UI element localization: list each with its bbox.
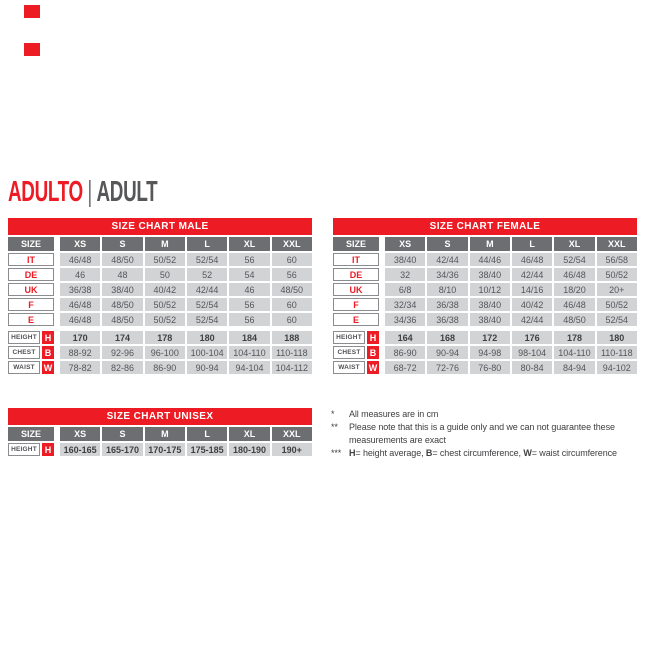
data-cell: 60	[272, 313, 312, 326]
data-cell: 52/54	[187, 298, 227, 311]
data-cell: 168	[427, 331, 467, 344]
column-header-cell: L	[187, 427, 227, 441]
footnote-text	[349, 447, 643, 460]
size-chart-male	[8, 218, 312, 374]
table-row	[333, 298, 637, 311]
data-cell: 104-112	[272, 361, 312, 374]
data-cell: 86-90	[385, 346, 425, 359]
footnote-text	[349, 408, 643, 421]
title-italian: ADULTO	[8, 176, 83, 208]
data-cell: 48/50	[102, 298, 142, 311]
table-row	[333, 268, 637, 281]
data-cell: 48/50	[554, 313, 594, 326]
data-cell: 46/48	[554, 268, 594, 281]
data-cell: 94-98	[470, 346, 510, 359]
data-cell: 36/38	[427, 298, 467, 311]
data-cell: 50	[145, 268, 185, 281]
row-label-cell: UK	[8, 283, 54, 296]
data-cell: 52/54	[597, 313, 637, 326]
table-title: SIZE CHART UNISEX	[8, 408, 312, 425]
measure-letter-badge: W	[368, 362, 378, 373]
data-cell: 40/42	[145, 283, 185, 296]
footnote	[331, 421, 643, 447]
data-cell: 178	[554, 331, 594, 344]
table-header-row	[8, 427, 312, 441]
column-header-cell: S	[102, 237, 142, 251]
data-cell: 190+	[272, 443, 312, 456]
data-cell: 56	[229, 313, 269, 326]
footnotes	[331, 408, 643, 460]
data-cell: 88-92	[60, 346, 100, 359]
data-cell: 180	[597, 331, 637, 344]
data-cell: 176	[512, 331, 552, 344]
data-cell: 86-90	[145, 361, 185, 374]
column-header-cell: S	[427, 237, 467, 251]
measure-letter-badge: B	[367, 346, 379, 359]
data-cell: 10/12	[470, 283, 510, 296]
data-cell: 60	[272, 298, 312, 311]
table-row	[8, 443, 312, 456]
footnote-text	[349, 421, 643, 447]
footnote-part: W	[523, 448, 532, 458]
size-chart-female	[333, 218, 637, 374]
data-cell: 52/54	[187, 313, 227, 326]
data-cell: 164	[385, 331, 425, 344]
table-row	[8, 283, 312, 296]
measure-label-cell: HEIGHT	[8, 443, 40, 456]
data-cell: 46/48	[554, 298, 594, 311]
column-header-cell: XL	[229, 427, 269, 441]
table-row	[333, 313, 637, 326]
data-cell: 20+	[597, 283, 637, 296]
data-cell: 18/20	[554, 283, 594, 296]
column-header-cell: XS	[60, 427, 100, 441]
data-cell: 38/40	[385, 253, 425, 266]
data-cell: 100-104	[187, 346, 227, 359]
data-cell: 104-110	[229, 346, 269, 359]
footnote-part: B	[425, 448, 433, 458]
data-cell: 48/50	[102, 253, 142, 266]
table-title: SIZE CHART FEMALE	[333, 218, 637, 235]
data-cell: 78-82	[60, 361, 100, 374]
column-header-cell: L	[512, 237, 552, 251]
table-row	[8, 346, 312, 359]
data-cell: 6/8	[385, 283, 425, 296]
brand-mark-icon	[24, 43, 40, 56]
data-cell: 180	[187, 331, 227, 344]
column-header-cell: L	[187, 237, 227, 251]
footnote-marker: **	[331, 422, 338, 432]
size-header-cell: SIZE	[8, 427, 54, 441]
table-row	[333, 331, 637, 344]
data-cell: 52	[187, 268, 227, 281]
footnote-part: H	[349, 448, 356, 458]
data-cell: 46/48	[60, 253, 100, 266]
table-row	[8, 361, 312, 374]
table-row	[8, 253, 312, 266]
data-cell: 46	[60, 268, 100, 281]
footnote-part: = waist circumference	[531, 448, 617, 458]
data-cell: 50/52	[145, 298, 185, 311]
data-cell: 96-100	[145, 346, 185, 359]
column-header-cell: XL	[554, 237, 594, 251]
data-cell: 184	[229, 331, 269, 344]
row-label-cell: E	[333, 313, 379, 326]
data-cell: 82-86	[102, 361, 142, 374]
data-cell: 36/38	[427, 313, 467, 326]
data-cell: 90-94	[427, 346, 467, 359]
column-header-cell: M	[470, 237, 510, 251]
row-label-cell: IT	[333, 253, 379, 266]
data-cell: 52/54	[187, 253, 227, 266]
data-cell: 56/58	[597, 253, 637, 266]
size-header-cell: SIZE	[333, 237, 379, 251]
footnote-part: = height average,	[355, 448, 426, 458]
measure-label-cell: CHEST	[333, 346, 365, 359]
data-cell: 34/36	[427, 268, 467, 281]
size-header-cell: SIZE	[8, 237, 54, 251]
data-cell: 50/52	[145, 253, 185, 266]
data-cell: 46/48	[512, 253, 552, 266]
data-cell: 54	[229, 268, 269, 281]
footnote-part: = chest circumference,	[432, 448, 524, 458]
data-cell: 14/16	[512, 283, 552, 296]
data-cell: 165-170	[102, 443, 142, 456]
data-cell: 56	[272, 268, 312, 281]
data-cell: 32	[385, 268, 425, 281]
data-cell: 110-118	[272, 346, 312, 359]
data-cell: 56	[229, 298, 269, 311]
data-cell: 44/46	[470, 253, 510, 266]
table-row	[333, 283, 637, 296]
data-cell: 90-94	[187, 361, 227, 374]
column-header-cell: M	[145, 237, 185, 251]
data-cell: 110-118	[597, 346, 637, 359]
title-separator: |	[87, 176, 92, 208]
row-label-cell: UK	[333, 283, 379, 296]
table-row	[333, 361, 637, 374]
column-header-cell: XS	[60, 237, 100, 251]
data-cell: 172	[470, 331, 510, 344]
title-english: ADULT	[96, 176, 158, 208]
measure-letter-badge: W	[43, 362, 53, 373]
data-cell: 46/48	[60, 298, 100, 311]
data-cell: 174	[102, 331, 142, 344]
data-cell: 38/40	[470, 313, 510, 326]
table-row	[8, 298, 312, 311]
row-label-cell: DE	[333, 268, 379, 281]
page-title	[8, 176, 158, 208]
data-cell: 72-76	[427, 361, 467, 374]
data-cell: 170	[60, 331, 100, 344]
data-cell: 42/44	[427, 253, 467, 266]
data-cell: 160-165	[60, 443, 100, 456]
row-label-cell: F	[333, 298, 379, 311]
data-cell: 178	[145, 331, 185, 344]
data-cell: 50/52	[145, 313, 185, 326]
data-cell: 94-102	[597, 361, 637, 374]
data-cell: 104-110	[554, 346, 594, 359]
measure-letter-badge: B	[42, 346, 54, 359]
size-chart-unisex	[8, 408, 312, 456]
footnote-marker: *	[331, 409, 335, 419]
data-cell: 56	[229, 253, 269, 266]
data-cell: 94-104	[229, 361, 269, 374]
footnote-part: All measures are in cm	[349, 409, 439, 419]
data-cell: 36/38	[60, 283, 100, 296]
data-cell: 48/50	[102, 313, 142, 326]
column-header-cell: XS	[385, 237, 425, 251]
data-cell: 46	[229, 283, 269, 296]
data-cell: 80-84	[512, 361, 552, 374]
table-row	[8, 331, 312, 344]
data-cell: 46/48	[60, 313, 100, 326]
table-row	[8, 313, 312, 326]
data-cell: 52/54	[554, 253, 594, 266]
footnote	[331, 408, 643, 421]
footnote-part: Please note that this is a guide only and we can not guarantee these measurements are exact	[349, 422, 615, 445]
data-cell: 84-94	[554, 361, 594, 374]
table-header-row	[333, 237, 637, 251]
column-header-cell: XXL	[272, 427, 312, 441]
data-cell: 8/10	[427, 283, 467, 296]
measure-label-cell: HEIGHT	[8, 331, 40, 344]
data-cell: 50/52	[597, 268, 637, 281]
column-header-cell: XXL	[597, 237, 637, 251]
data-cell: 188	[272, 331, 312, 344]
data-cell: 180-190	[229, 443, 269, 456]
data-cell: 38/40	[470, 298, 510, 311]
data-cell: 92-96	[102, 346, 142, 359]
row-label-cell: E	[8, 313, 54, 326]
data-cell: 175-185	[187, 443, 227, 456]
footnote	[331, 447, 643, 460]
footnote-marker: ***	[331, 448, 342, 458]
data-cell: 48/50	[272, 283, 312, 296]
data-cell: 38/40	[470, 268, 510, 281]
data-cell: 38/40	[102, 283, 142, 296]
data-cell: 42/44	[512, 313, 552, 326]
data-cell: 98-104	[512, 346, 552, 359]
column-header-cell: M	[145, 427, 185, 441]
data-cell: 48	[102, 268, 142, 281]
data-cell: 60	[272, 253, 312, 266]
table-row	[8, 268, 312, 281]
row-label-cell: IT	[8, 253, 54, 266]
table-row	[333, 346, 637, 359]
data-cell: 170-175	[145, 443, 185, 456]
measure-letter-badge: H	[42, 331, 54, 344]
row-label-cell: DE	[8, 268, 54, 281]
column-header-cell: XXL	[272, 237, 312, 251]
brand-mark-icon	[24, 5, 40, 18]
measure-label-cell: WAIST	[333, 361, 365, 374]
data-cell: 68-72	[385, 361, 425, 374]
measure-label-cell: WAIST	[8, 361, 40, 374]
measure-letter-badge: H	[42, 443, 54, 456]
table-title: SIZE CHART MALE	[8, 218, 312, 235]
data-cell: 42/44	[187, 283, 227, 296]
data-cell: 50/52	[597, 298, 637, 311]
measure-label-cell: CHEST	[8, 346, 40, 359]
data-cell: 42/44	[512, 268, 552, 281]
column-header-cell: XL	[229, 237, 269, 251]
table-row	[333, 253, 637, 266]
measure-label-cell: HEIGHT	[333, 331, 365, 344]
measure-letter-badge: H	[367, 331, 379, 344]
table-header-row	[8, 237, 312, 251]
column-header-cell: S	[102, 427, 142, 441]
data-cell: 40/42	[512, 298, 552, 311]
row-label-cell: F	[8, 298, 54, 311]
data-cell: 34/36	[385, 313, 425, 326]
data-cell: 32/34	[385, 298, 425, 311]
data-cell: 76-80	[470, 361, 510, 374]
